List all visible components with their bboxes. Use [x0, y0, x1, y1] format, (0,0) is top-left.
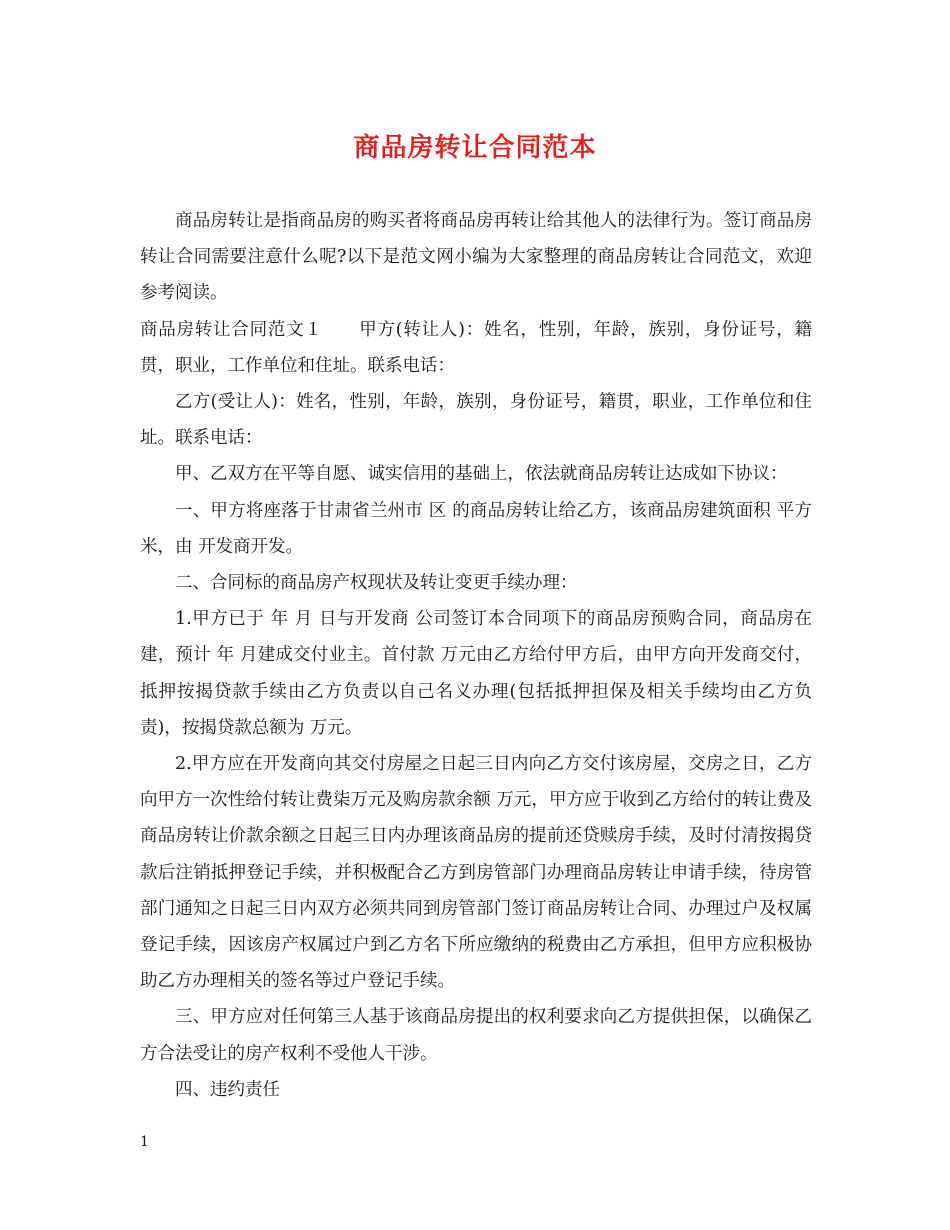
paragraph-clause-2-item-2: 2.甲方应在开发商向其交付房屋之日起三日内向乙方交付该房屋，交房之日，乙方向甲方一次性给付转让费柒万元及购房款余额 万元，甲方应于收到乙方给付的转让费及商品房转让价款余额之日起三日内办理该商品房的提前还贷赎房手续，及时付清按揭贷款后注销抵押登记手续，并积极配合乙方到房管部门办理商品房转让申请手续，待房管部门通知之日起三日内双方必须共同到房管部门签订商品房转让合同、办理过户及权属登记手续，因该房产权属过户到乙方名下所应缴纳的税费由乙方承担，但甲方应积极协助乙方办理相关的签名等过户登记手续。	[140, 754, 812, 992]
paragraph-party-a: 商品房转让合同范文１ 甲方(转让人)：姓名，性别，年龄，族别，身份证号，籍贯，职业，工作单位和住址。联系电话：	[140, 319, 812, 376]
paragraph-clause-3: 三、甲方应对任何第三人基于该商品房提出的权利要求向乙方提供担保，以确保乙方合法受让的房产权利不受他人干涉。	[140, 1007, 812, 1064]
paragraph-party-b: 乙方(受让人)：姓名，性别，年龄，族别，身份证号，籍贯，职业，工作单位和住址。联系电话：	[140, 392, 812, 449]
paragraph-clause-4-heading: 四、违约责任	[175, 1079, 280, 1100]
document-body	[140, 203, 812, 1108]
paragraph-clause-2-item-1: 1.甲方已于 年 月 日与开发商 公司签订本合同项下的商品房预购合同，商品房在建，预计 年 月建成交付业主。首付款 万元由乙方给付甲方后，由甲方向开发商交付，抵押按揭贷款手续由乙方负责以自己名义办理(包括抵押担保及相关手续均由乙方负责)，按揭贷款总额为 万元。	[140, 609, 812, 738]
paragraph-agreement-basis: 甲、乙双方在平等自愿、诚实信用的基础上，依法就商品房转让达成如下协议：	[175, 464, 788, 485]
paragraph-clause-1: 一、甲方将座落于甘肃省兰州市 区 的商品房转让给乙方，该商品房建筑面积 平方米，由 开发商开发。	[140, 500, 812, 557]
paragraph-clause-2-heading: 二、合同标的商品房产权现状及转让变更手续办理：	[175, 573, 578, 594]
page-number: 1	[140, 1134, 149, 1150]
document-title: 商品房转让合同范本	[353, 133, 597, 163]
paragraph-intro: 商品房转让是指商品房的购买者将商品房再转让给其他人的法律行为。签订商品房转让合同需要注意什么呢?以下是范文网小编为大家整理的商品房转让合同范文，欢迎参考阅读。	[140, 211, 812, 304]
